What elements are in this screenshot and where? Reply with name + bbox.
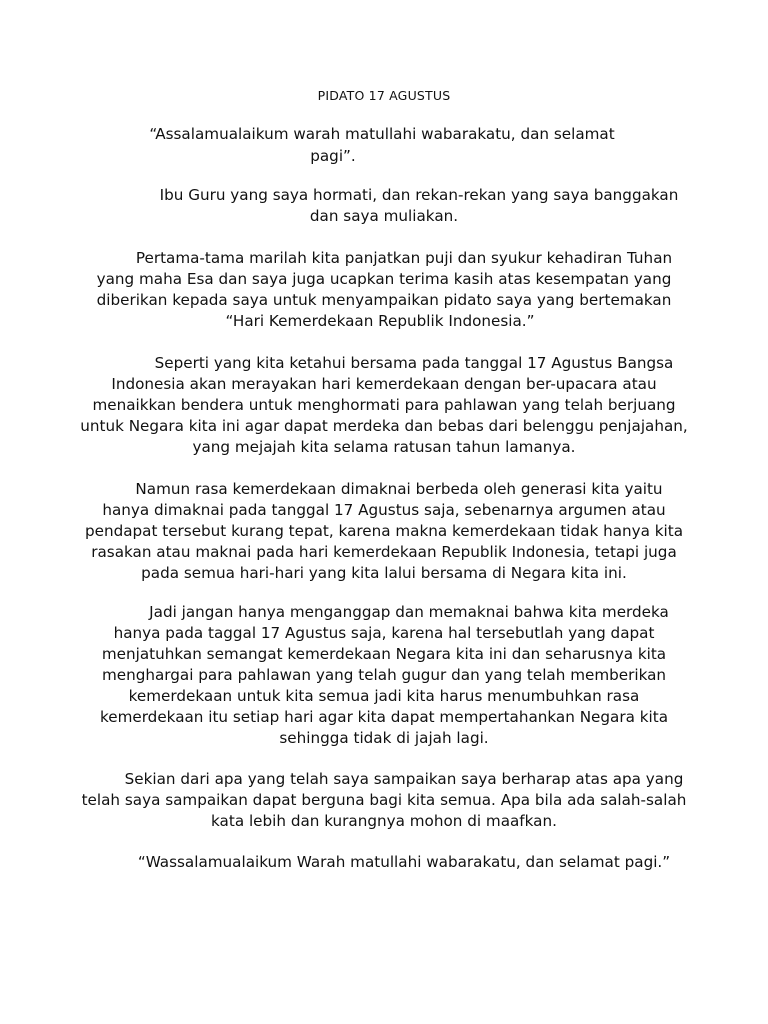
paragraph-6-line-3: menjatuhkan semangat kemerdekaan Negara kita ini dan seharusnya kita (101, 645, 667, 663)
paragraph-6-line-5: kemerdekaan untuk kita semua jadi kita harus menumbuhkan rasa (128, 687, 640, 705)
paragraph-5-line-1: Namun rasa kemerdekaan dimaknai berbeda oleh generasi kita yaitu (135, 480, 663, 498)
paragraph-6-line-7: sehingga tidak di jajah lagi. (279, 729, 489, 747)
paragraph-7-line-3: kata lebih dan kurangnya mohon di maafkan. (211, 812, 557, 830)
paragraph-3-line-1: Pertama-tama marilah kita panjatkan puji dan syukur kehadiran Tuhan (135, 249, 673, 267)
paragraph-6-line-4: menghargai para pahlawan yang telah gugur dan yang telah memberikan (101, 666, 667, 684)
paragraph-3-line-4: “Hari Kemerdekaan Republik Indonesia.” (225, 312, 535, 330)
paragraph-5-line-4: rasakan atau maknai pada hari kemerdekaan Republik Indonesia, tetapi juga (91, 543, 677, 561)
paragraph-5-line-2: hanya dimaknai pada tanggal 17 Agustus saja, sebenarnya argumen atau (102, 501, 666, 519)
paragraph-5-line-5: pada semua hari-hari yang kita lalui bersama di Negara kita ini. (141, 564, 627, 582)
paragraph-6-line-2: hanya pada taggal 17 Agustus saja, karena hal tersebutlah yang dapat (113, 624, 655, 642)
paragraph-6-line-6: kemerdekaan itu setiap hari agar kita dapat mempertahankan Negara kita (99, 708, 669, 726)
paragraph-2-line-2: dan saya muliakan. (309, 207, 459, 225)
paragraph-3-line-2: yang maha Esa dan saya juga ucapkan terima kasih atas kesempatan yang (96, 270, 672, 288)
paragraph-7-line-1: Sekian dari apa yang telah saya sampaikan saya berharap atas apa yang (124, 770, 684, 788)
paragraph-8-line-1: “Wassalamualaikum Warah matullahi wabarakatu, dan selamat pagi.” (137, 853, 671, 871)
paragraph-4-line-5: yang mejajah kita selama ratusan tahun lamanya. (192, 438, 576, 456)
paragraph-5-line-3: pendapat tersebut kurang tepat, karena makna kemerdekaan tidak hanya kita (84, 522, 684, 540)
paragraph-4-line-1: Seperti yang kita ketahui bersama pada tanggal 17 Agustus Bangsa (154, 354, 674, 372)
paragraph-3-line-3: diberikan kepada saya untuk menyampaikan pidato saya yang bertemakan (96, 291, 672, 309)
paragraph-4-line-3: menaikkan bendera untuk menghormati para pahlawan yang telah berjuang (92, 396, 676, 414)
paragraph-1-line-2: pagi”. (310, 147, 356, 165)
paragraph-2-line-1: Ibu Guru yang saya hormati, dan rekan-rekan yang saya banggakan (159, 186, 679, 204)
paragraph-6-line-1: Jadi jangan hanya menganggap dan memaknai bahwa kita merdeka (149, 603, 669, 621)
paragraph-4-line-2: Indonesia akan merayakan hari kemerdekaan dengan ber-upacara atau (111, 375, 657, 393)
paragraph-4-line-4: untuk Negara kita ini agar dapat merdeka dan bebas dari belenggu penjajahan, (80, 417, 688, 435)
paragraph-7-line-2: telah saya sampaikan dapat berguna bagi kita semua. Apa bila ada salah-salah (81, 791, 687, 809)
paragraph-1-line-1: “Assalamualaikum warah matullahi wabarakatu, dan selamat (149, 125, 615, 143)
document-title: PIDATO 17 AGUSTUS (317, 88, 451, 103)
